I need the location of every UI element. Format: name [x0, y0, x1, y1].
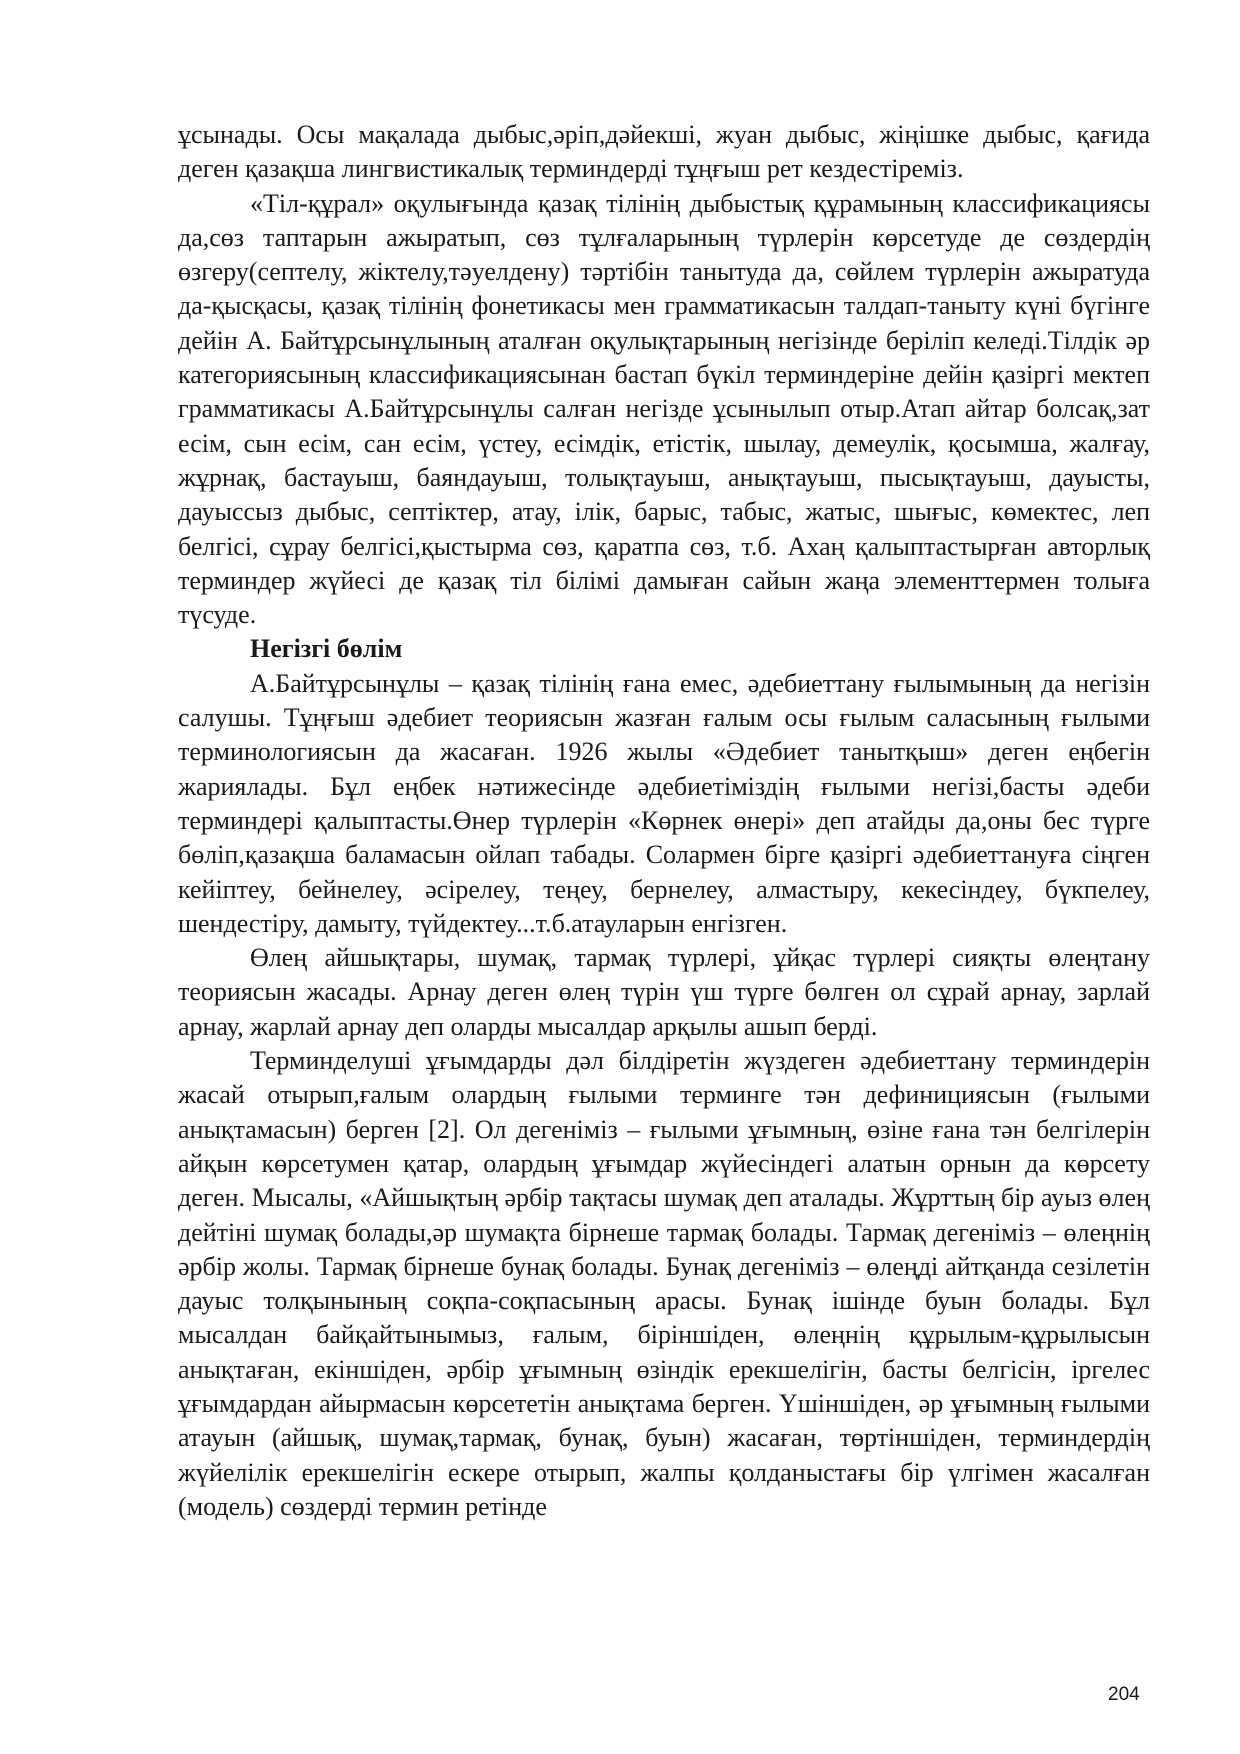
- page-number: 204: [1108, 1684, 1140, 1705]
- paragraph-4: Өлең айшықтары, шумақ, тармақ түрлері, ұйқас түрлері сияқты өлеңтану теориясын жасады. Арнау деген өлең түрін үш түрге бөлген ол сұрай арнау, зарлай арнау, жарлай арнау деп оларды мысалдар арқылы ашып берді.: [178, 943, 1150, 1041]
- paragraph-3: А.Байтұрсынұлы – қазақ тілінің ғана емес, әдебиеттану ғылымының да негізін салушы. Тұңғыш әдебиет теориясын жазған ғалым осы ғылым саласының ғылыми терминологиясын да жасаған. 1926 жылы «Әдебиет танытқыш» деген еңбегін жариялады. Бұл еңбек нәтижесінде әдебиетіміздің ғылыми негізі,басты әдеби терминдері қалыптасты.Өнер түрлерін «Көрнек өнері» деп атайды да,оны бес түрге бөліп,қазақша баламасын ойлап табады. Солармен бірге қазіргі әдебиеттануға сіңген кейіптеу, бейнелеу, әсірелеу, теңеу, бернелеу, алмастыру, кекесіндеу, бүкпелеу, шендестіру, дамыту, түйдектеу...т.б.атауларын енгізген.: [178, 668, 1150, 938]
- body-text: [178, 118, 1150, 1524]
- paragraph-5: Терминделуші ұғымдарды дәл білдіретін жүздеген әдебиеттану терминдерін жасай отырып,ғалым олардың ғылыми терминге тән дефинициясын (ғылыми анықтамасын) берген [2]. Ол дегеніміз – ғылыми ұғымның, өзіне ғана тән белгілерін айқын көрсетумен қатар, олардың ұғымдар жүйесіндегі алатын орнын да көрсету деген. Мысалы, «Айшықтың әрбір тақтасы шумақ деп аталады. Жұрттың бір ауыз өлең дейтіні шумақ болады,әр шумақта бірнеше тармақ болады. Тармақ дегеніміз – өлеңнің әрбір жолы. Тармақ бірнеше бунақ болады. Бунақ дегеніміз – өлеңді айтқанда сезілетін дауыс толқынының соқпа-соқпасының арасы. Бунақ ішінде буын болады. Бұл мысалдан байқайтынымыз, ғалым, біріншіден, өлеңнің құрылым-құрылысын анықтаған, екіншіден, әрбір ұғымның өзіндік ерекшелігін, басты белгісін, іргелес ұғымдардан айырмасын көрсететін анықтама берген. Үшіншіден, әр ұғымның ғылыми атауын (айшық, шумақ,тармақ, бунақ, буын) жасаған, төртіншіден, терминдердің жүйелілік ерекшелігін ескере отырып, жалпы қолданыстағы бір үлгімен жасалған (модель) сөздерді термин ретінде: [178, 1046, 1150, 1521]
- paragraph-2: «Тіл-құрал» оқулығында қазақ тілінің дыбыстық құрамының классификациясы да,сөз таптарын ажыратып, сөз тұлғаларының түрлерін көрсетуде де сөздердің өзгеру(септелу, жіктелу,тәуелдену) тәртібін танытуда да, сөйлем түрлерін ажыратуда да-қысқасы, қазақ тілінің фонетикасы мен грамматикасын талдап-таныту күні бүгінге дейін А. Байтұрсынұлының аталған оқулықтарының негізінде беріліп келеді.Тілдік әр категориясының классификациясынан бастап бүкіл терминдеріне дейін қазіргі мектеп грамматикасы А.Байтұрсынұлы салған негізде ұсынылып отыр.Атап айтар болсақ,зат есім, сын есім, сан есім, үстеу, есімдік, етістік, шылау, демеулік, қосымша, жалғау, жұрнақ, бастауыш, баяндауыш, толықтауыш, анықтауыш, пысықтауыш, дауысты, дауыссыз дыбыс, септіктер, атау, ілік, барыс, табыс, жатыс, шығыс, көмектес, леп белгісі, сұрау белгісі,қыстырма сөз, қаратпа сөз, т.б. Ахаң қалыптастырған авторлық терминдер жүйесі де қазақ тіл білімі дамыған сайын жаңа элементтермен толыға түсуде.: [178, 188, 1150, 630]
- paragraph-1: ұсынады. Осы мақалада дыбыс,әріп,дәйекші, жуан дыбыс, жіңішке дыбыс, қағида деген қазақша лингвистикалық терминдерді тұңғыш рет кездестіреміз.: [178, 120, 1150, 184]
- section-heading: Негізгі бөлім: [250, 634, 403, 664]
